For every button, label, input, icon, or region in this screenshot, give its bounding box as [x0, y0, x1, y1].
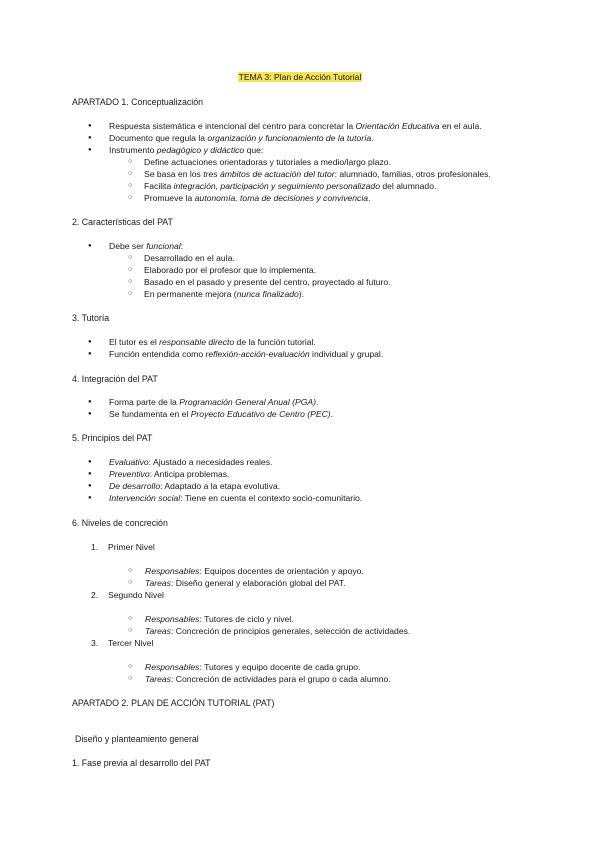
sub-list-item: ○ Responsables: Equipos docentes de orientación y apoyo.	[128, 565, 364, 577]
heading-caracteristicas: 2. Características del PAT	[72, 217, 173, 227]
subheading-diseno: Diseño y planteamiento general	[75, 734, 199, 744]
sec3-list	[88, 336, 383, 360]
subheading-fase-previa: 1. Fase previa al desarrollo del PAT	[72, 758, 211, 768]
level-2: 2. Segundo Nivel	[91, 590, 164, 600]
title-highlight: TEMA 3: Plan de Acción Tutorial	[238, 72, 362, 82]
apartado1-list	[88, 120, 491, 203]
list-item: ● Instrumento pedagógico y didáctico que: ○ Define actuaciones orientadoras y tutoriales a medio/largo plazo. ○ Se basa en los tres ámbitos de actuación del tutor: alumnado, familias, otros profesionales. ○ Facilita integración, participación y seguimiento personalizado del alumnado. ○ Promueve la autonomía, toma de decisiones y convivencia.	[88, 144, 491, 156]
sub-list-item: ○ Basado en el pasado y presente del centro, proyectado al futuro.	[88, 276, 391, 288]
heading-tutoria: 3. Tutoría	[72, 313, 110, 323]
heading-apartado-2: APARTADO 2. PLAN DE ACCIÓN TUTORIAL (PAT)	[72, 698, 275, 708]
list-item: ● El tutor es el responsable directo de la función tutorial.	[88, 336, 383, 348]
list-item: ● Forma parte de la Programación General Anual (PGA).	[88, 396, 333, 408]
sub-list-item: ○ Tareas: Diseño general y elaboración global del PAT.	[128, 577, 364, 589]
list-item: ● Evaluativo: Ajustado a necesidades reales.	[88, 456, 362, 468]
level-1-sublist	[128, 565, 364, 589]
sub-list-item: ○ Promueve la autonomía, toma de decisiones y convivencia.	[88, 192, 491, 204]
heading-integracion: 4. Integración del PAT	[72, 374, 158, 384]
list-item: ● De desarrollo: Adaptado a la etapa evolutiva.	[88, 480, 362, 492]
sub-list-item: ○ Responsables: Tutores y equipo docente de cada grupo.	[128, 661, 391, 673]
level-2-sublist	[128, 613, 410, 637]
list-item: ● Respuesta sistemática e intencional del centro para concretar la Orientación Educativa en el aula.	[88, 120, 491, 132]
list-item: ● Función entendida como reflexión-acción-evaluación individual y grupal.	[88, 348, 383, 360]
sec2-sublist	[88, 252, 391, 300]
sub-list-item: ○ Tareas: Concreción de principios generales, selección de actividades.	[128, 625, 410, 637]
sub-list-item: ○ Desarrollado en el aula.	[88, 252, 391, 264]
list-item: ● Debe ser funcional: ○ Desarrollado en el aula. ○ Elaborado por el profesor que lo implementa. ○ Basado en el pasado y presente del centro, proyectado al futuro. ○ En permanente mejora (nunca finalizado).	[88, 240, 391, 252]
sub-list-item: ○ Facilita integración, participación y seguimiento personalizado del alumnado.	[88, 180, 491, 192]
sub-list-item: ○ Elaborado por el profesor que lo implementa.	[88, 264, 391, 276]
list-item: ● Se fundamenta en el Proyecto Educativo de Centro (PEC).	[88, 408, 333, 420]
sub-list-item: ○ Tareas: Concreción de actividades para el grupo o cada alumno.	[128, 673, 391, 685]
sec2-list	[88, 240, 391, 299]
sub-list-item: ○ Responsables: Tutores de ciclo y nivel.	[128, 613, 410, 625]
heading-apartado-1: APARTADO 1. Conceptualización	[72, 97, 204, 107]
level-1: 1. Primer Nivel	[91, 542, 155, 552]
list-item: ● Documento que regula la organización y funcionamiento de la tutoría.	[88, 132, 491, 144]
page-title	[0, 71, 600, 83]
heading-niveles: 6. Niveles de concreción	[72, 518, 168, 528]
sec4-list	[88, 396, 333, 420]
heading-principios: 5. Principios del PAT	[72, 433, 153, 443]
sub-list-item: ○ En permanente mejora (nunca finalizado).	[88, 288, 391, 300]
list-item: ● Intervención social: Tiene en cuenta el contexto socio-comunitario.	[88, 492, 362, 504]
apartado1-sublist	[88, 156, 491, 204]
sec5-list	[88, 456, 362, 504]
list-item: ● Preventivo: Anticipa problemas.	[88, 468, 362, 480]
sub-list-item: ○ Se basa en los tres ámbitos de actuación del tutor: alumnado, familias, otros profesionales.	[88, 168, 491, 180]
sub-list-item: ○ Define actuaciones orientadoras y tutoriales a medio/largo plazo.	[88, 156, 491, 168]
level-3-sublist	[128, 661, 391, 685]
level-3: 3. Tercer Nivel	[91, 638, 154, 648]
